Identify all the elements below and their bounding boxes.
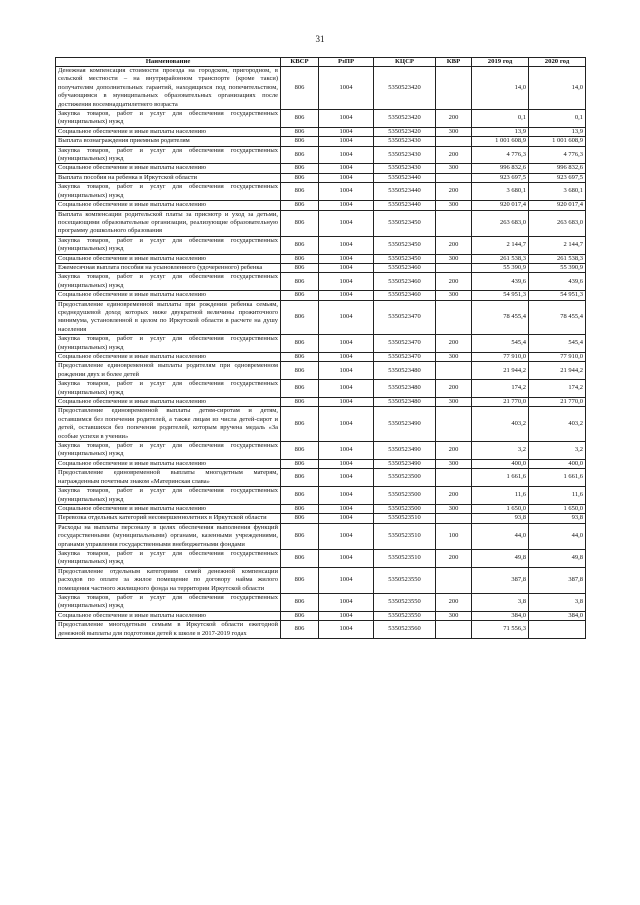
cell-rzpr: 1004	[319, 236, 374, 254]
cell-amount-2020: 400,0	[529, 459, 586, 468]
cell-rzpr: 1004	[319, 173, 374, 182]
cell-rzpr: 1004	[319, 593, 374, 611]
table-row	[56, 380, 586, 398]
cell-kvsr: 806	[281, 263, 319, 272]
table-row	[56, 442, 586, 460]
cell-name: Социальное обеспечение и иные выплаты населению	[56, 459, 281, 468]
cell-rzpr: 1004	[319, 407, 374, 442]
cell-kvr	[436, 407, 472, 442]
cell-name: Социальное обеспечение и иные выплаты населению	[56, 254, 281, 263]
cell-kvr: 200	[436, 110, 472, 128]
cell-rzpr: 1004	[319, 201, 374, 210]
cell-amount-2020: 0,1	[529, 110, 586, 128]
cell-amount-2019: 55 390,9	[472, 263, 529, 272]
cell-kvsr: 806	[281, 621, 319, 639]
cell-kvr: 200	[436, 236, 472, 254]
cell-amount-2020: 44,0	[529, 523, 586, 549]
cell-kvr: 100	[436, 523, 472, 549]
cell-kvr: 300	[436, 398, 472, 407]
cell-kvr	[436, 173, 472, 182]
cell-name: Социальное обеспечение и иные выплаты населению	[56, 398, 281, 407]
cell-kcsr: 5350523550	[374, 567, 436, 593]
cell-amount-2019: 2 144,7	[472, 236, 529, 254]
cell-amount-2020: 78 455,4	[529, 300, 586, 335]
cell-amount-2019: 44,0	[472, 523, 529, 549]
cell-kvsr: 806	[281, 273, 319, 291]
cell-kcsr: 5350523480	[374, 398, 436, 407]
table-row	[56, 201, 586, 210]
cell-amount-2020: 923 697,5	[529, 173, 586, 182]
cell-kvsr: 806	[281, 335, 319, 353]
cell-amount-2019: 0,1	[472, 110, 529, 128]
cell-amount-2020: 261 538,3	[529, 254, 586, 263]
cell-kvr: 200	[436, 273, 472, 291]
table-row	[56, 67, 586, 110]
cell-amount-2020: 174,2	[529, 380, 586, 398]
cell-name: Выплата компенсации родительской платы за присмотр и уход за детьми, посещающими образовательные организации, реализующие образовательную программу дошкольного образования	[56, 210, 281, 236]
cell-amount-2020: 3,2	[529, 442, 586, 460]
cell-kcsr: 5350523500	[374, 469, 436, 487]
cell-name: Закупка товаров, работ и услуг для обеспечения государственных (муниципальных) нужд	[56, 593, 281, 611]
cell-kcsr: 5350523460	[374, 263, 436, 272]
cell-amount-2019: 3,2	[472, 442, 529, 460]
cell-amount-2019: 14,0	[472, 67, 529, 110]
table-row	[56, 621, 586, 639]
cell-name: Расходы на выплаты персоналу в целях обеспечения выполнения функций государственными (муниципальными) органами, казенными учреждениями, органами управления государственными внебюджетными фондами	[56, 523, 281, 549]
cell-kvsr: 806	[281, 380, 319, 398]
cell-amount-2019: 3 680,1	[472, 183, 529, 201]
cell-kvr	[436, 469, 472, 487]
cell-kcsr: 5350523470	[374, 353, 436, 362]
cell-amount-2020: 387,8	[529, 567, 586, 593]
cell-kcsr: 5350523510	[374, 523, 436, 549]
cell-rzpr: 1004	[319, 362, 374, 380]
cell-kcsr: 5350523480	[374, 362, 436, 380]
cell-rzpr: 1004	[319, 469, 374, 487]
cell-name: Закупка товаров, работ и услуг для обеспечения государственных (муниципальных) нужд	[56, 183, 281, 201]
cell-kvsr: 806	[281, 514, 319, 523]
cell-rzpr: 1004	[319, 273, 374, 291]
cell-kcsr: 5350523550	[374, 611, 436, 620]
cell-name: Предоставление единовременной выплаты родителям при одновременном рождении двух и более детей	[56, 362, 281, 380]
cell-kvr	[436, 137, 472, 146]
cell-kvr	[436, 67, 472, 110]
cell-kvsr: 806	[281, 362, 319, 380]
table-row	[56, 407, 586, 442]
cell-name: Социальное обеспечение и иные выплаты населению	[56, 127, 281, 136]
header-kcsr: КЦСР	[374, 58, 436, 67]
cell-kcsr: 5350523430	[374, 137, 436, 146]
cell-amount-2019: 11,6	[472, 487, 529, 505]
header-kvsr: КВСР	[281, 58, 319, 67]
cell-kvsr: 806	[281, 398, 319, 407]
cell-amount-2020: 4 776,3	[529, 146, 586, 164]
cell-kvr: 200	[436, 335, 472, 353]
table-row	[56, 514, 586, 523]
cell-amount-2019: 387,8	[472, 567, 529, 593]
cell-amount-2020: 21 944,2	[529, 362, 586, 380]
cell-kcsr: 5350523510	[374, 514, 436, 523]
table-row	[56, 254, 586, 263]
table-row	[56, 504, 586, 513]
cell-kcsr: 5350523510	[374, 549, 436, 567]
cell-kcsr: 5350523430	[374, 164, 436, 173]
cell-kcsr: 5350523420	[374, 127, 436, 136]
cell-kcsr: 5350523500	[374, 487, 436, 505]
cell-name: Предоставление единовременной выплаты многодетным матерям, награжденным почетным знаком «Материнская слава»	[56, 469, 281, 487]
header-2020: 2020 год	[529, 58, 586, 67]
cell-rzpr: 1004	[319, 398, 374, 407]
table-row	[56, 353, 586, 362]
cell-kvsr: 806	[281, 407, 319, 442]
cell-kvr: 300	[436, 164, 472, 173]
cell-amount-2020: 920 017,4	[529, 201, 586, 210]
cell-amount-2020: 403,2	[529, 407, 586, 442]
cell-name: Предоставление единовременной выплаты при рождении ребенка семьям, среднедушевой доход которых ниже двукратной величины прожиточного минимума, установленной в целом по Иркутской области в расчете на душу населения	[56, 300, 281, 335]
cell-rzpr: 1004	[319, 300, 374, 335]
cell-rzpr: 1004	[319, 621, 374, 639]
cell-kvr: 200	[436, 549, 472, 567]
cell-rzpr: 1004	[319, 504, 374, 513]
cell-kvr: 200	[436, 380, 472, 398]
cell-name: Закупка товаров, работ и услуг для обеспечения государственных (муниципальных) нужд	[56, 146, 281, 164]
cell-amount-2019: 923 697,5	[472, 173, 529, 182]
cell-name: Социальное обеспечение и иные выплаты населению	[56, 201, 281, 210]
cell-kvr: 200	[436, 593, 472, 611]
cell-kvr: 300	[436, 504, 472, 513]
cell-kcsr: 5350523480	[374, 380, 436, 398]
cell-name: Социальное обеспечение и иные выплаты населению	[56, 353, 281, 362]
cell-kvsr: 806	[281, 593, 319, 611]
cell-amount-2020: 93,8	[529, 514, 586, 523]
cell-name: Закупка товаров, работ и услуг для обеспечения государственных (муниципальных) нужд	[56, 110, 281, 128]
table-row	[56, 593, 586, 611]
cell-kvsr: 806	[281, 549, 319, 567]
cell-rzpr: 1004	[319, 380, 374, 398]
cell-amount-2020: 384,0	[529, 611, 586, 620]
cell-kvsr: 806	[281, 164, 319, 173]
cell-kvr: 300	[436, 353, 472, 362]
cell-kvr	[436, 621, 472, 639]
cell-kcsr: 5350523490	[374, 407, 436, 442]
cell-amount-2020: 14,0	[529, 67, 586, 110]
cell-amount-2020: 439,6	[529, 273, 586, 291]
table-row	[56, 236, 586, 254]
cell-kvr: 200	[436, 183, 472, 201]
cell-amount-2019: 996 832,6	[472, 164, 529, 173]
cell-amount-2020: 49,8	[529, 549, 586, 567]
cell-amount-2019: 71 556,3	[472, 621, 529, 639]
cell-kcsr: 5350523440	[374, 183, 436, 201]
cell-amount-2019: 403,2	[472, 407, 529, 442]
cell-amount-2019: 54 951,3	[472, 291, 529, 300]
cell-kvr: 200	[436, 487, 472, 505]
cell-rzpr: 1004	[319, 523, 374, 549]
cell-name: Закупка товаров, работ и услуг для обеспечения государственных (муниципальных) нужд	[56, 380, 281, 398]
cell-amount-2020: 263 683,0	[529, 210, 586, 236]
header-kvr: КВР	[436, 58, 472, 67]
cell-kcsr: 5350523440	[374, 201, 436, 210]
table-row	[56, 549, 586, 567]
cell-amount-2019: 3,8	[472, 593, 529, 611]
cell-name: Выплата пособия на ребенка в Иркутской области	[56, 173, 281, 182]
cell-rzpr: 1004	[319, 254, 374, 263]
table-header-row	[56, 58, 586, 67]
cell-rzpr: 1004	[319, 442, 374, 460]
cell-rzpr: 1004	[319, 263, 374, 272]
cell-kvsr: 806	[281, 67, 319, 110]
cell-kvsr: 806	[281, 254, 319, 263]
table-row	[56, 567, 586, 593]
cell-kcsr: 5350523560	[374, 621, 436, 639]
cell-amount-2019: 920 017,4	[472, 201, 529, 210]
cell-name: Социальное обеспечение и иные выплаты населению	[56, 291, 281, 300]
table-row	[56, 335, 586, 353]
cell-kvr: 300	[436, 611, 472, 620]
cell-name: Предоставление многодетным семьям в Иркутской области ежегодной денежной выплаты для подготовки детей к школе в 2017-2019 годах	[56, 621, 281, 639]
cell-kvr: 300	[436, 291, 472, 300]
cell-amount-2020: 3,8	[529, 593, 586, 611]
cell-kvsr: 806	[281, 127, 319, 136]
cell-kvr: 200	[436, 146, 472, 164]
cell-kvsr: 806	[281, 504, 319, 513]
table-row	[56, 469, 586, 487]
cell-kvsr: 806	[281, 459, 319, 468]
page-number: 31	[315, 34, 325, 44]
cell-kvr: 200	[436, 442, 472, 460]
cell-kvsr: 806	[281, 353, 319, 362]
cell-kcsr: 5350523550	[374, 593, 436, 611]
cell-kvsr: 806	[281, 611, 319, 620]
cell-kvsr: 806	[281, 210, 319, 236]
cell-rzpr: 1004	[319, 164, 374, 173]
cell-rzpr: 1004	[319, 110, 374, 128]
cell-name: Предоставление отдельным категориям семей денежной компенсации расходов по оплате за жилое помещение по договору найма жилого помещения частного жилищного фонда на территории Иркутской области	[56, 567, 281, 593]
cell-name: Ежемесячная выплата пособия на усыновленного (удочеренного) ребенка	[56, 263, 281, 272]
cell-rzpr: 1004	[319, 146, 374, 164]
table-row	[56, 127, 586, 136]
cell-amount-2020: 3 680,1	[529, 183, 586, 201]
cell-kvr	[436, 263, 472, 272]
cell-amount-2019: 13,9	[472, 127, 529, 136]
cell-name: Денежная компенсация стоимости проезда на городском, пригородном, в сельской местности – на внутрирайонном транспорте (кроме такси) получателям дополнительных гарантий, находящихся под попечительством, обучающимся в муниципальных образовательных организациях после достижения восемнадцатилетнего возраста	[56, 67, 281, 110]
cell-amount-2019: 1 001 608,9	[472, 137, 529, 146]
cell-kvsr: 806	[281, 183, 319, 201]
cell-amount-2020: 996 832,6	[529, 164, 586, 173]
cell-amount-2020: 1 001 608,9	[529, 137, 586, 146]
cell-name: Предоставление единовременной выплаты детям-сиротам и детям, оставшимся без попечения родителей, а также лицам из числа детей-сирот и детей, оставшихся без попечения родителей, которым вручена медаль «За особые успехи в учении»	[56, 407, 281, 442]
cell-amount-2020: 54 951,3	[529, 291, 586, 300]
cell-name: Закупка товаров, работ и услуг для обеспечения государственных (муниципальных) нужд	[56, 335, 281, 353]
cell-kvr	[436, 514, 472, 523]
cell-rzpr: 1004	[319, 567, 374, 593]
table-row	[56, 487, 586, 505]
cell-amount-2020	[529, 621, 586, 639]
cell-amount-2019: 174,2	[472, 380, 529, 398]
cell-kcsr: 5350523450	[374, 254, 436, 263]
table-row	[56, 362, 586, 380]
cell-amount-2020: 11,6	[529, 487, 586, 505]
cell-rzpr: 1004	[319, 291, 374, 300]
table-row	[56, 164, 586, 173]
cell-kvsr: 806	[281, 487, 319, 505]
cell-rzpr: 1004	[319, 459, 374, 468]
table-row	[56, 263, 586, 272]
cell-amount-2019: 78 455,4	[472, 300, 529, 335]
table-row	[56, 110, 586, 128]
table-row	[56, 173, 586, 182]
cell-rzpr: 1004	[319, 67, 374, 110]
cell-kvsr: 806	[281, 110, 319, 128]
cell-amount-2019: 77 910,0	[472, 353, 529, 362]
cell-amount-2020: 1 650,0	[529, 504, 586, 513]
table-row	[56, 459, 586, 468]
cell-kvsr: 806	[281, 442, 319, 460]
table-row	[56, 398, 586, 407]
cell-amount-2019: 545,4	[472, 335, 529, 353]
cell-kvr	[436, 362, 472, 380]
cell-amount-2019: 21 770,0	[472, 398, 529, 407]
table-row	[56, 523, 586, 549]
cell-amount-2020: 13,9	[529, 127, 586, 136]
table-row	[56, 273, 586, 291]
table-row	[56, 183, 586, 201]
cell-rzpr: 1004	[319, 514, 374, 523]
table-row	[56, 146, 586, 164]
cell-kcsr: 5350523490	[374, 442, 436, 460]
cell-amount-2019: 1 661,6	[472, 469, 529, 487]
cell-amount-2019: 4 776,3	[472, 146, 529, 164]
cell-amount-2020: 21 770,0	[529, 398, 586, 407]
cell-kvsr: 806	[281, 300, 319, 335]
cell-rzpr: 1004	[319, 127, 374, 136]
cell-kvsr: 806	[281, 146, 319, 164]
cell-kvsr: 806	[281, 201, 319, 210]
cell-kcsr: 5350523450	[374, 210, 436, 236]
cell-amount-2019: 261 538,3	[472, 254, 529, 263]
table-row	[56, 291, 586, 300]
cell-kcsr: 5350523420	[374, 67, 436, 110]
cell-kvsr: 806	[281, 291, 319, 300]
table-row	[56, 611, 586, 620]
cell-name: Закупка товаров, работ и услуг для обеспечения государственных (муниципальных) нужд	[56, 273, 281, 291]
cell-kvsr: 806	[281, 173, 319, 182]
cell-amount-2020: 2 144,7	[529, 236, 586, 254]
cell-name: Социальное обеспечение и иные выплаты населению	[56, 504, 281, 513]
cell-kvsr: 806	[281, 523, 319, 549]
cell-kvsr: 806	[281, 236, 319, 254]
cell-amount-2019: 400,0	[472, 459, 529, 468]
cell-name: Закупка товаров, работ и услуг для обеспечения государственных (муниципальных) нужд	[56, 487, 281, 505]
cell-name: Социальное обеспечение и иные выплаты населению	[56, 611, 281, 620]
table-row	[56, 300, 586, 335]
cell-name: Социальное обеспечение и иные выплаты населению	[56, 164, 281, 173]
cell-amount-2019: 263 683,0	[472, 210, 529, 236]
header-name: Наименование	[56, 58, 281, 67]
cell-kcsr: 5350523470	[374, 300, 436, 335]
cell-amount-2020: 545,4	[529, 335, 586, 353]
cell-kvr: 300	[436, 254, 472, 263]
cell-rzpr: 1004	[319, 335, 374, 353]
cell-kcsr: 5350523470	[374, 335, 436, 353]
cell-rzpr: 1004	[319, 183, 374, 201]
cell-name: Закупка товаров, работ и услуг для обеспечения государственных (муниципальных) нужд	[56, 442, 281, 460]
cell-rzpr: 1004	[319, 137, 374, 146]
cell-kcsr: 5350523440	[374, 173, 436, 182]
table-row	[56, 137, 586, 146]
table-row	[56, 210, 586, 236]
cell-amount-2020: 1 661,6	[529, 469, 586, 487]
cell-kvr: 300	[436, 201, 472, 210]
cell-kvr	[436, 300, 472, 335]
cell-amount-2019: 93,8	[472, 514, 529, 523]
cell-kcsr: 5350523500	[374, 504, 436, 513]
cell-kvr	[436, 210, 472, 236]
cell-kcsr: 5350523420	[374, 110, 436, 128]
cell-kvsr: 806	[281, 567, 319, 593]
cell-name: Перевозка отдельных категорий несовершеннолетних в Иркутской области	[56, 514, 281, 523]
cell-kcsr: 5350523450	[374, 236, 436, 254]
header-2019: 2019 год	[472, 58, 529, 67]
cell-kvsr: 806	[281, 469, 319, 487]
cell-amount-2020: 77 910,0	[529, 353, 586, 362]
cell-name: Выплата вознаграждения приемным родителям	[56, 137, 281, 146]
cell-kcsr: 5350523490	[374, 459, 436, 468]
cell-kcsr: 5350523430	[374, 146, 436, 164]
cell-amount-2019: 49,8	[472, 549, 529, 567]
cell-kvr	[436, 567, 472, 593]
cell-amount-2019: 384,0	[472, 611, 529, 620]
cell-rzpr: 1004	[319, 353, 374, 362]
cell-amount-2020: 55 390,9	[529, 263, 586, 272]
cell-kcsr: 5350523460	[374, 273, 436, 291]
cell-rzpr: 1004	[319, 487, 374, 505]
cell-kcsr: 5350523460	[374, 291, 436, 300]
cell-rzpr: 1004	[319, 611, 374, 620]
cell-kvr: 300	[436, 127, 472, 136]
cell-rzpr: 1004	[319, 210, 374, 236]
cell-kvsr: 806	[281, 137, 319, 146]
header-rzpr: РзПР	[319, 58, 374, 67]
cell-amount-2019: 439,6	[472, 273, 529, 291]
cell-name: Закупка товаров, работ и услуг для обеспечения государственных (муниципальных) нужд	[56, 549, 281, 567]
cell-kvr: 300	[436, 459, 472, 468]
cell-amount-2019: 1 650,0	[472, 504, 529, 513]
budget-table	[55, 57, 586, 639]
cell-name: Закупка товаров, работ и услуг для обеспечения государственных (муниципальных) нужд	[56, 236, 281, 254]
cell-rzpr: 1004	[319, 549, 374, 567]
cell-amount-2019: 21 944,2	[472, 362, 529, 380]
